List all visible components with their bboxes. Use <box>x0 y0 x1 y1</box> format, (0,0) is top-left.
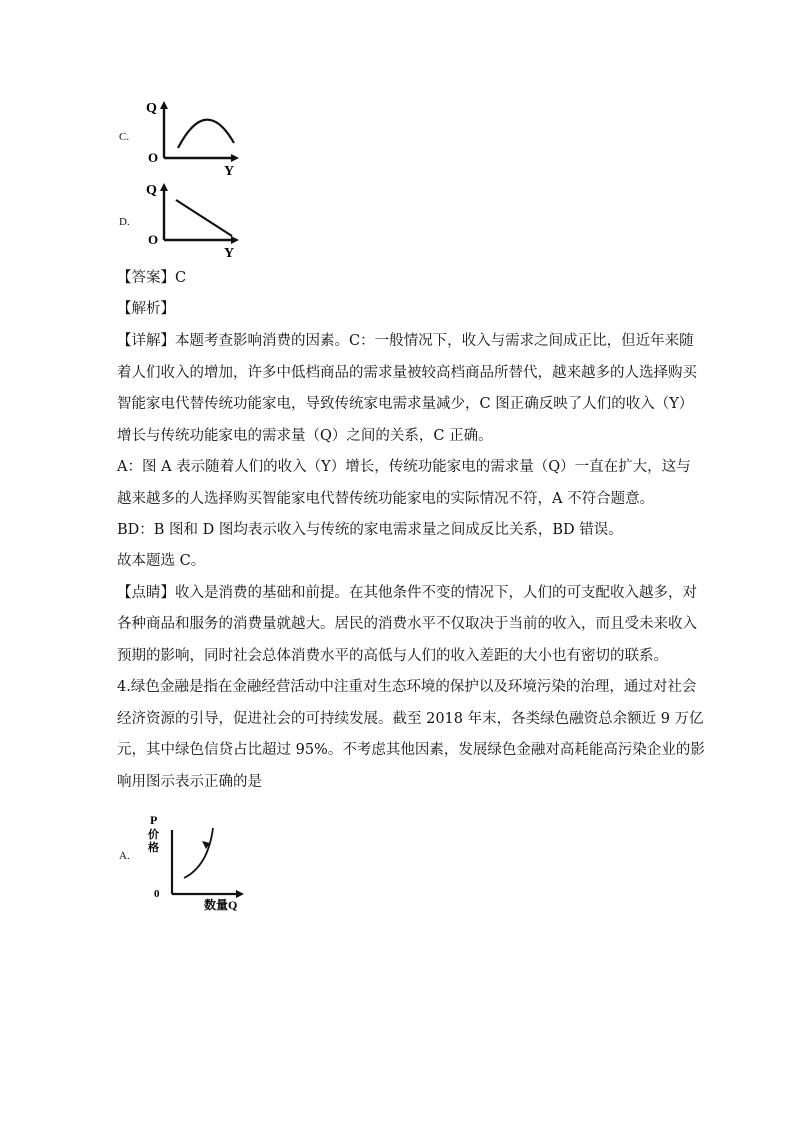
answer-value: C <box>175 270 187 286</box>
axis-x-label: 数量Q <box>204 898 238 912</box>
option-d-label: D. <box>119 216 130 228</box>
axis-x-label: Y <box>224 246 235 260</box>
answer-line <box>117 268 677 288</box>
detail-tag: 【详解】 <box>117 333 175 349</box>
option-c-graph <box>140 98 250 178</box>
y-axis-arrow <box>160 101 168 109</box>
detail-line-2: 着人们收入的增加，许多中低档商品的需求量被较高档商品所替代，越来越多的人选择购买 <box>117 365 697 381</box>
option-c-chart <box>140 98 250 178</box>
comment-line-3: 预期的影响，同时社会总体消费水平的高低与人们的收入差距的大小也有密切的联系。 <box>117 648 668 664</box>
axis-y-letter: P <box>150 813 158 827</box>
option-d-chart <box>140 180 250 260</box>
option-a-chart <box>140 808 260 913</box>
axis-y-word-2: 格 <box>148 842 159 854</box>
axis-y-word-1: 价 <box>148 829 159 841</box>
analysis-heading: 【解析】 <box>117 301 175 317</box>
origin-label: O <box>148 232 159 247</box>
detail-line-1 <box>117 331 694 351</box>
comment-text-1: 收入是消费的基础和前提。在其他条件不变的情况下，人们的可支配收入越多，对 <box>175 585 697 601</box>
line-decreasing <box>176 200 232 236</box>
detail-text-1: 本题考查影响消费的因素。C：一般情况下，收入与需求之间成正比，但近年来随 <box>175 333 694 349</box>
axis-y-label: Q <box>146 183 157 198</box>
question4-line-4: 响用图示表示正确的是 <box>117 774 262 790</box>
comment-tag: 【点睛】 <box>117 585 175 601</box>
axis-x-label: Y <box>224 164 235 178</box>
comment-line-1 <box>117 583 697 603</box>
detail-line-4: 增长与传统功能家电的需求量（Q）之间的关系，C 正确。 <box>117 428 493 444</box>
option-a-label: A. <box>119 850 130 862</box>
question4-line-1: 4.绿色金融是指在金融经营活动中注重对生态环境的保护以及环境污染的治理，通过对社会 <box>117 679 697 695</box>
option-a-graph <box>140 808 260 913</box>
detail-line-3: 智能家电代替传统功能家电，导致传统家电需求量减少，C 图正确反映了人们的收入（Y） <box>117 396 694 412</box>
comment-line-2: 各种商品和服务的消费量就越大。居民的消费水平不仅取决于当前的收入，而且受未来收入 <box>117 616 697 632</box>
supply-curve <box>184 828 213 878</box>
x-axis-arrow <box>231 154 239 162</box>
question4-line-2: 经济资源的引导，促进社会的可持续发展。截至 2018 年末，各类绿色融资总余额近 9 万亿 <box>117 711 704 727</box>
origin-label: 0 <box>154 888 160 900</box>
x-axis-arrow <box>236 890 244 898</box>
x-axis-arrow <box>231 236 239 244</box>
explain-a-line-2: 越来越多的人选择购买智能家电代替传统功能家电的实际情况不符，A 不符合题意。 <box>117 491 655 507</box>
explain-a-line-1: A：图 A 表示随着人们的收入（Y）增长，传统功能家电的需求量（Q）一直在扩大，这与 <box>117 459 691 475</box>
axis-y-label: Q <box>146 101 157 116</box>
origin-label: O <box>148 150 159 165</box>
curve-inverted-u <box>178 120 234 148</box>
option-d-graph <box>140 180 250 260</box>
explain-bd-line: BD：B 图和 D 图均表示收入与传统的家电需求量之间成反比关系，BD 错误。 <box>117 522 623 538</box>
y-axis-arrow <box>160 183 168 191</box>
conclusion-line: 故本题选 C。 <box>117 553 206 569</box>
answer-tag: 【答案】 <box>117 270 175 286</box>
question4-line-3: 元，其中绿色信贷占比超过 95%。不考虑其他因素，发展绿色金融对高耗能高污染企业的影 <box>117 742 705 758</box>
option-c-label: C. <box>119 131 130 143</box>
